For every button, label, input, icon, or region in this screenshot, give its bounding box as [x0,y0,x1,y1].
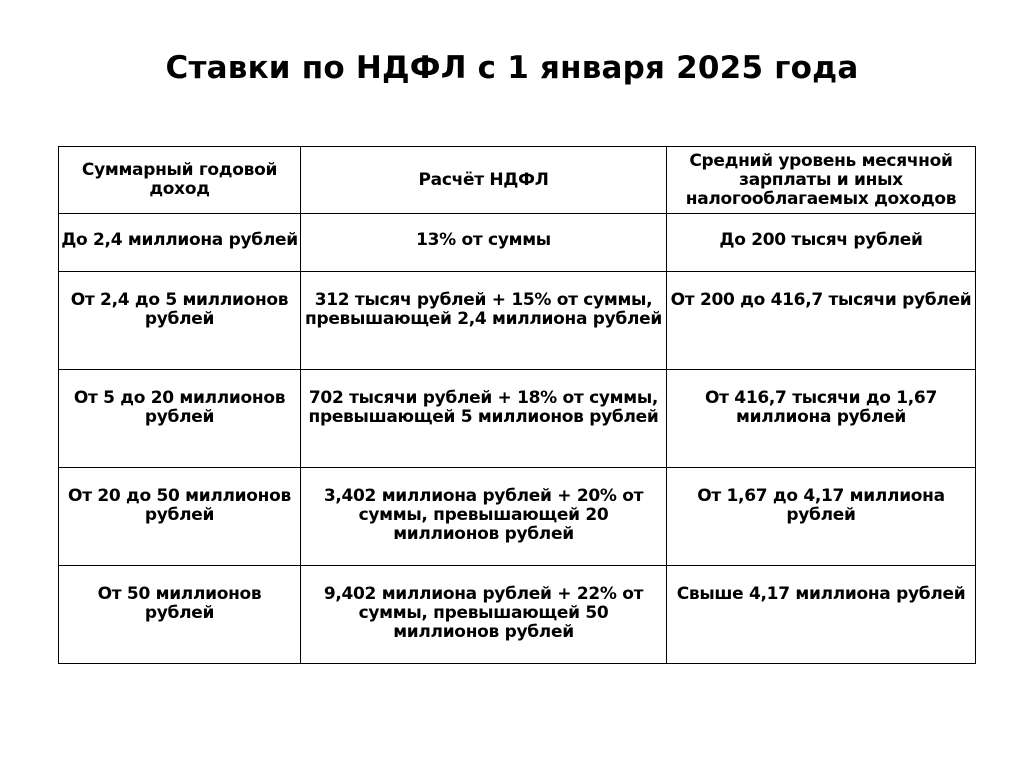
column-header-monthly-income: Средний уровень месячной зарплаты и иных налогооблагаемых доходов [667,147,976,214]
table-cell-calculation: 9,402 миллиона рублей + 22% от суммы, превышающей 50 миллионов рублей [301,566,667,664]
table-cell-income: До 2,4 миллиона рублей [59,214,301,272]
table-cell-monthly: До 200 тысяч рублей [667,214,976,272]
page-title: Ставки по НДФЛ с 1 января 2025 года [165,50,859,86]
table-cell-income: От 5 до 20 миллионов рублей [59,370,301,468]
table-cell-monthly: От 200 до 416,7 тысячи рублей [667,272,976,370]
table-cell-calculation: 13% от суммы [301,214,667,272]
table-cell-calculation: 702 тысячи рублей + 18% от суммы, превышающей 5 миллионов рублей [301,370,667,468]
table-header-row [59,147,976,214]
table-cell-monthly: От 416,7 тысячи до 1,67 миллиона рублей [667,370,976,468]
column-header-annual-income: Суммарный годовой доход [59,147,301,214]
table-row [59,272,976,370]
table-row [59,214,976,272]
table-cell-income: От 20 до 50 миллионов рублей [59,468,301,566]
table-cell-income: От 50 миллионов рублей [59,566,301,664]
table-cell-income: От 2,4 до 5 миллионов рублей [59,272,301,370]
table-cell-monthly: От 1,67 до 4,17 миллиона рублей [667,468,976,566]
table-row [59,468,976,566]
table-cell-calculation: 3,402 миллиона рублей + 20% от суммы, превышающей 20 миллионов рублей [301,468,667,566]
table-cell-monthly: Свыше 4,17 миллиона рублей [667,566,976,664]
column-header-tax-calculation: Расчёт НДФЛ [301,147,667,214]
table-cell-calculation: 312 тысяч рублей + 15% от суммы, превышающей 2,4 миллиона рублей [301,272,667,370]
tax-rates-table [58,146,976,664]
table-row [59,566,976,664]
table-row [59,370,976,468]
